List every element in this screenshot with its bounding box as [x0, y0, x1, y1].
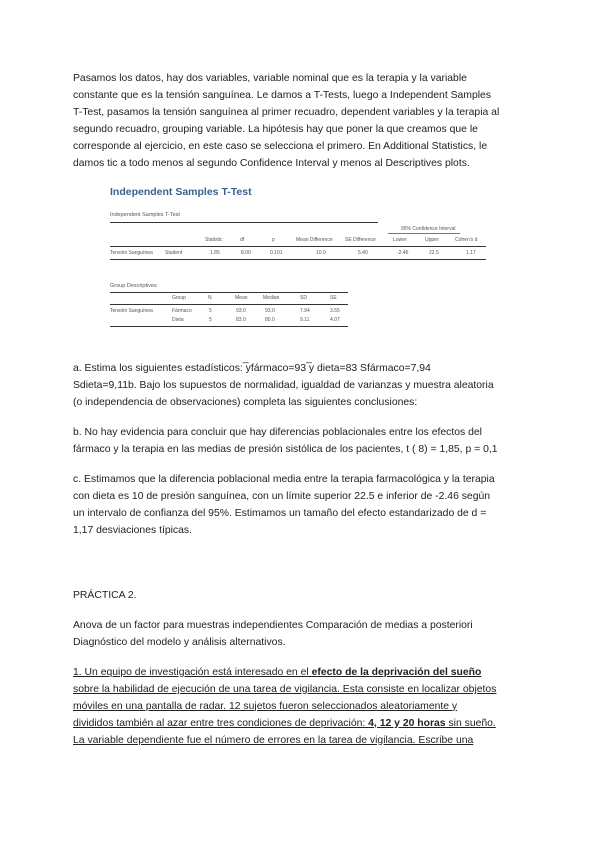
ci-header: 95% Confidence Interval: [401, 226, 456, 232]
table-rule: [110, 246, 486, 247]
table2-cell: Tensión Sanguínea: [110, 308, 153, 314]
text-line: a. Estima los siguientes estadísticos: ̅yfármaco=93 ̅y dieta=83 Sfármaco=7,94: [73, 363, 431, 374]
text-line: (o independencia de observaciones) completa las siguientes conclusiones:: [73, 396, 418, 408]
exercise-bold: efecto de la deprivación del sueño: [311, 667, 482, 678]
exercise-bold: 4, 12 y 20 horas: [368, 717, 446, 729]
question-c: [73, 472, 533, 540]
table2-cell: Fármaco: [172, 308, 192, 314]
text-line: T-Test, pasamos la tensión sanguínea al primer recuadro, dependent variables y la terapia al: [73, 106, 500, 118]
ttest-output-figure: [110, 186, 490, 336]
table-rule: [110, 292, 348, 293]
table2-cell: 93.0: [236, 308, 246, 314]
table1-cell: 22.5: [429, 250, 439, 256]
table1-cell: 0.101: [270, 250, 283, 256]
text-line: [73, 665, 533, 682]
text-line: 1,17 desviaciones típicas.: [73, 524, 192, 536]
col-header: Cohen's d: [455, 237, 478, 243]
table-rule: [388, 233, 460, 234]
col-header: Mean Difference: [296, 237, 333, 243]
text-line: Pasamos los datos, hay dos variables, variable nominal que es la terapia y la variable: [73, 73, 467, 84]
col-header: Lower: [393, 237, 407, 243]
table1-caption: Independent Samples T-Test: [110, 212, 180, 218]
anova-intro: [73, 618, 533, 652]
table1-cell: 1.85: [210, 250, 220, 256]
table-rule: [110, 222, 378, 223]
text-line: un intervalo de confianza del 95%. Estimamos un tamaño del efecto estandarizado de d =: [73, 507, 487, 519]
text-line: constante que es la tensión sanguínea. Le damos a T-Tests, luego a Independent Samples: [73, 89, 492, 101]
table-rule: [110, 259, 486, 260]
question-b: [73, 425, 533, 459]
table1-cell: Student: [165, 250, 183, 256]
text-line: corresponde al ejercicio, en este caso se selecciona el primero. En Additional Statistics, le: [73, 140, 488, 152]
text-line: [73, 716, 533, 733]
exercise-text: 1. Un equipo de investigación está interesado en el: [73, 667, 312, 678]
col-header: Upper: [425, 237, 439, 243]
table1-cell: 8.00: [241, 250, 251, 256]
table2-cell: 4.07: [330, 317, 340, 323]
table2-cell: 5: [209, 317, 212, 323]
text-line: Sdieta=9,11b. Bajo los supuestos de normalidad, igualdad de varianzas y muestra aleatoria: [73, 379, 494, 391]
table-rule: [110, 326, 348, 327]
col-header: p: [272, 237, 275, 243]
text-line: Anova de un factor para muestras independientes Comparación de medias a posteriori: [73, 620, 473, 631]
text-line: La variable dependiente fue el número de errores en la tarea de vigilancia. Escribe una: [73, 734, 474, 746]
table2-caption: Group Descriptives: [110, 283, 157, 289]
exercise-text: sin sueño.: [445, 717, 496, 729]
text-line: Diagnóstico del modelo y análisis alternativos.: [73, 636, 286, 648]
table2-cell: 3.55: [330, 308, 340, 314]
col-header: Mean: [235, 295, 248, 301]
table1-cell: -2.46: [397, 250, 409, 256]
table2-cell: 83.0: [236, 317, 246, 323]
col-header: SE Difference: [345, 237, 376, 243]
col-header: SD: [300, 295, 307, 301]
col-header: N: [208, 295, 212, 301]
text-line: b. No hay evidencia para concluir que hay diferencias poblacionales entre los efectos del: [73, 427, 482, 438]
table2-cell: 80.0: [265, 317, 275, 323]
question-a: [73, 361, 533, 412]
text-line: con dieta es 10 de presión sanguínea, con un límite superior 22.5 e inferior de -2.46 según: [73, 490, 491, 502]
col-header: Statistic: [205, 237, 223, 243]
table2-cell: 7.94: [300, 308, 310, 314]
table2-cell: 5: [209, 308, 212, 314]
table1-cell: 10.0: [316, 250, 326, 256]
exercise-1: [73, 665, 533, 750]
col-header: Group: [172, 295, 186, 301]
practica-title: PRÁCTICA 2.: [73, 590, 137, 601]
col-header: SE: [330, 295, 337, 301]
table2-cell: Dieta: [172, 317, 184, 323]
figure-title: Independent Samples T-Test: [110, 186, 252, 198]
table2-cell: 9.11: [300, 317, 310, 323]
text-line: móviles en una pantalla de radar. 12 sujetos fueron seleccionados aleatoriamente y: [73, 700, 458, 712]
practica-heading: [73, 588, 533, 605]
text-line: sobre la habilidad de ejecución de una tarea de vigilancia. Esta consiste en localizar objetos: [73, 683, 497, 695]
text-line: damos tic a todo menos al segundo Confidence Interval y menos al Descriptives plots.: [73, 157, 470, 169]
text-line: fármaco y la terapia en las medias de presión sistólica de los pacientes, t ( 8) = 1,85, p = 0,1: [73, 443, 498, 455]
text-line: c. Estimamos que la diferencia poblacional media entre la terapia farmacológica y la terapia: [73, 474, 495, 485]
table1-cell: 5.40: [358, 250, 368, 256]
exercise-text: divididos también al azar entre tres condiciones de deprivación:: [73, 717, 369, 729]
text-line: segundo recuadro, grouping variable. La hipótesis hay que poner la que creamos que le: [73, 123, 478, 135]
table1-cell: Tensión Sanguínea: [110, 250, 153, 256]
col-header: df: [240, 237, 245, 243]
intro-paragraph: [73, 71, 533, 172]
table2-cell: 93.0: [265, 308, 275, 314]
table1-cell: 1.17: [466, 250, 476, 256]
col-header: Median: [263, 295, 280, 301]
table-rule: [110, 304, 348, 305]
